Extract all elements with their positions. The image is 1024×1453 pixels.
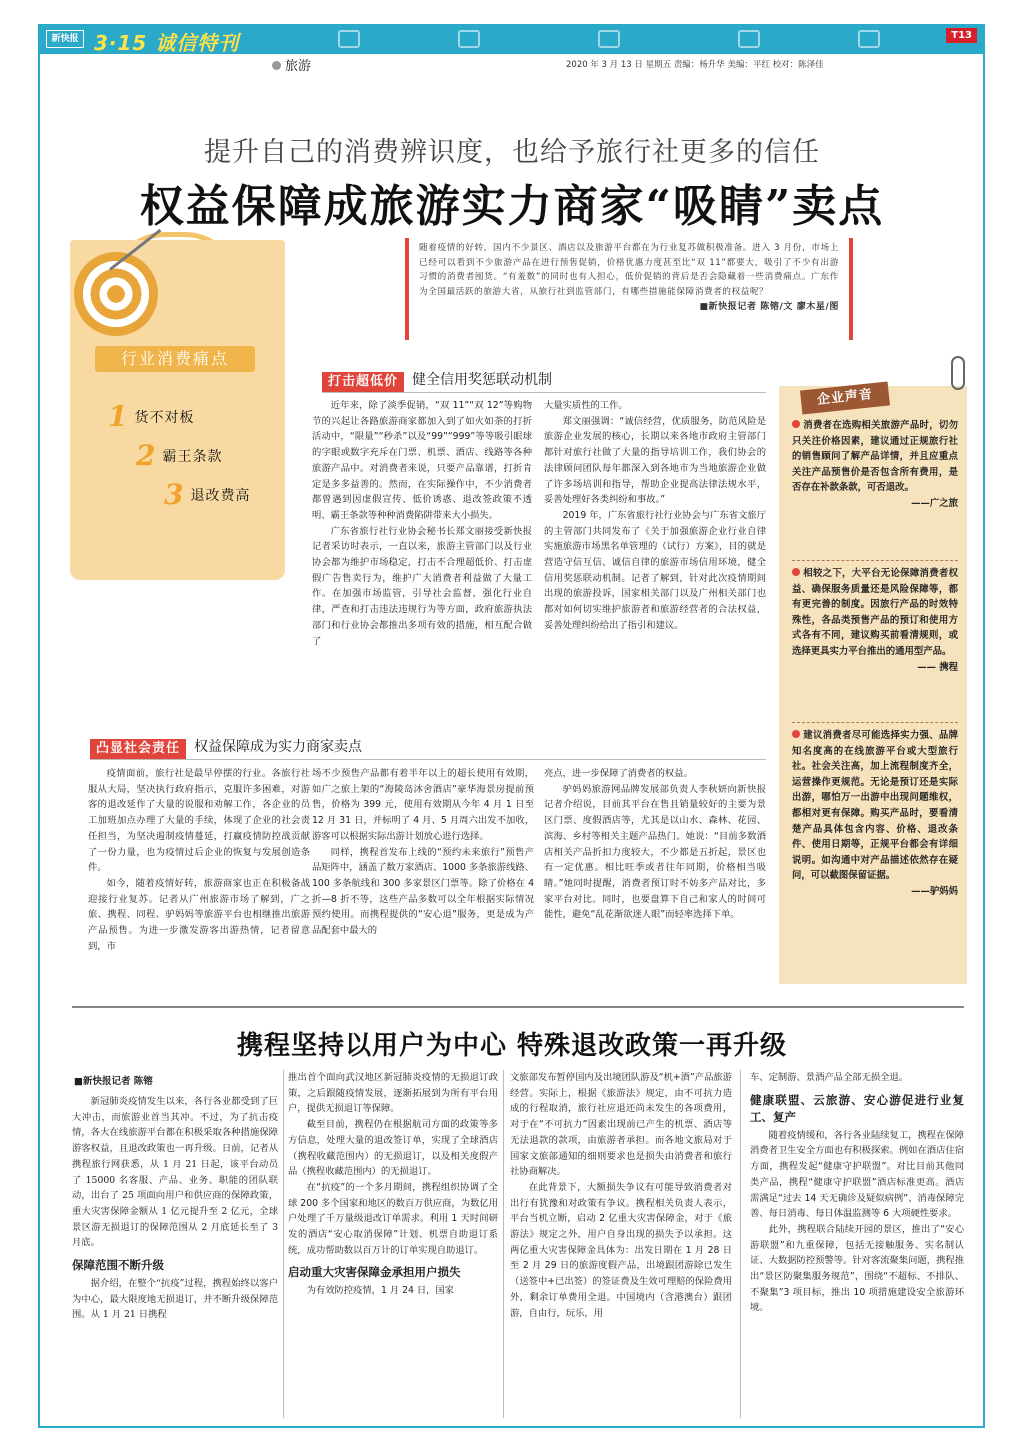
story2-column-4: 车、定制游、景酒产品全部无损全退。 健康联盟、云旅游、安心游促进行业复工、复产 随着疫情缓和，各行各业陆续复工，携程在保障消费者卫生安全方面也有积极探索。例如在酒店住宿方面，携程发起“健康守护联盟”。对比目前其他同类产品，携程“健康守护联盟”酒店标准更高。酒店需满足“过去 14 天无确诊及疑似病例”、消毒保障完善、每日消毒、每日体温监测等 6 大项硬性要求。 此外，携程联合陆续开园的景区，推出了“安心游联盟”和九重保障，包括无接触服务、实名制认证、大数据防控预警等。针对客流聚集问题，携程推出“景区防聚集服务规范”，围绕“不超标、不排队、不聚集”3 项目标，推出 10 项措施建设安全旅游环境。 — [750, 1072, 964, 1314]
frame-bottom-border — [38, 1426, 985, 1428]
pain-point-item: 1 货不对板 — [108, 400, 195, 433]
sidebar-item: 相较之下，大平台无论保障消费者权益、确保服务质量还是风险保障等，都有更完善的制度。因旅行产品的时效特殊性，各品类预售产品的预订和使用方式各有不同，建议购买前看清规则，或选择更具实力平台推出的通用型产品。 —— 携程 — [792, 566, 958, 675]
sidebar-label: 企业声音 — [800, 381, 890, 414]
shopping-bag-icon — [338, 30, 360, 48]
sidebar-item-source: —— 携程 — [917, 661, 958, 673]
basket-icon — [858, 30, 880, 48]
page-number-badge: T13 — [946, 28, 977, 43]
story2-column-3: 文旅部发布暂停国内及出境团队游及“机+酒”产品旅游经营。实际上，根据《旅游法》规定，由不可抗力造成的行程取消，旅行社应退还尚未发生的各项费用，对于在“不可抗力”因素出现前已产生的机票、酒店等无法退款的款项，由旅游者承担。而各地文旅局对于国家文旅部通知的细则要求也是损失由消费者和旅行社协商解决。 在此背景下，大额损失争议有可能导致消费者对出行有犹豫和对政策有争议。携程相关负责人表示，平台当机立断，启动 2 亿重大灾害保障金，对于《旅游法》规定之外，用户自身出现的损失予以承担。这两亿重大灾害保障金具体为：出发日期在 1 月 28 日至 2 月 29 日的旅游度假产品，出境跟团游除已发生（送签中+已出签）的签证费及生效可理赔的保险费用外，剩余订单费用全退。中国境内（含港澳台）跟团游，自由行，玩乐，用 — [510, 1072, 732, 1319]
section1-subtitle: 健全信用奖惩联动机制 — [412, 372, 553, 388]
section-tag — [272, 55, 311, 74]
frame-right-border — [983, 54, 985, 1428]
paperclip-icon — [951, 356, 965, 390]
section1-column-1: 近年来，除了淡季促销，“双 11”“双 12”等购物节的兴起让各路旅游商家都加入到了如火如荼的打折活动中，“限量”“秒杀”以及“99”“999”等等吸引眼球的字眼或数字充斥在门票、机票、酒店、线路等各种旅游产品中。对消费者来说，只要产品靠谱，打折肯定是多多益善的。然而，在实际操作中，不少消费者都曾遇到因虚假宣传、低价诱惑、退改签政策不透明、霸王条款等种种消费陷阱带来大小损失。 广东省旅行社行业协会秘书长郑文丽接受新快报记者采访时表示，一直以来，旅游主管部门以及行业协会都为维护市场稳定，打击不合理超低价、打击虚假广告售卖行为，维护广大消费者利益做了大量工作。在加强市场监管，引导社会监督，强化行业自律，严查和打击违法违规行为等方面，政府旅游执法部门和行业协会都推出多项有效的措施，相互配合做了 — [312, 400, 532, 647]
lead-text: 随着疫情的好转，国内不少景区、酒店以及旅游平台都在为行业复苏做积极准备。进入 3 月份，市场上已经可以看到不少旅游产品在进行预售促销，价格优惠力度甚至比“双 11”都要大，吸引了不少有出游习惯的消费者囤货。“有羞数”的同时也有人担心，低价促销的背后是否会隐藏着一些消费痛点。广东作为全国最活跃的旅游大省，从旅行社到监管部门，有哪些措施能保障消费者的权益呢？ — [419, 243, 839, 297]
story2-subhead-1: 保障范围不断升级 — [72, 1258, 164, 1273]
column-divider — [283, 1070, 284, 1418]
headline-main: 权益保障成旅游实力商家“吸睛”卖点 — [139, 181, 885, 232]
story2-headline: 携程坚持以用户为中心 特殊退改政策一再升级 — [236, 1031, 788, 1061]
column-divider — [503, 1070, 504, 1418]
section2-column-3: 亮点，进一步保障了消费者的权益。 驴妈妈旅游网品牌发展部负责人李秋妍向新快报记者介绍说，目前其平台在售且销量较好的主要为景区门票、度假酒店等，尤其是以山水、森林、花园、滨海、乡村等相关主题产品热门。她说：“目前多数酒店相关产品折扣力度较大，不少都是五折起，景区也有一定优惠。相比旺季或者往年同期，价格相当吸睛。”她同时提醒，消费者预订时不妨多产品对比，多家平台对比。同时，也要盘算下自己和家人的时间可能性，避免“乱花渐欲迷人眼”而轻率选择下单。 — [544, 768, 766, 921]
section2-header — [90, 737, 362, 757]
column-divider — [740, 1070, 741, 1418]
masthead-logo: 新快报 — [46, 30, 84, 48]
lead-box — [405, 238, 853, 340]
section2-column-2: 场不少预售产品都有着半年以上的超长使用有效期，如广之旅上架的“海陵岛沐舍酒店”豪华海景房提前预售，价格为 399 元，使用有效期从今年 4 月 1 日至 12 月 31 日，并标明了 4 月、5 月周六出发不加收，游客可以根据实际出游计划放心进行选择。 同样，携程首发布上线的“预约未来旅行”预售产品矩阵中，涵盖了数万家酒店、1000 多条旅游线路、100 多条航线和 300 多家景区门票等。除了价格在 4 折—8 折不等，这些产品多数可以全年根据实际情况预约使用。而携程提供的“安心退”服务，更是成为产品配套中最大的 — [312, 768, 534, 937]
story2-byline: ■新快报记者 陈镕 — [74, 1076, 153, 1087]
sidebar-item-source: ——驴妈妈 — [911, 885, 958, 897]
section1-label: 打击超低价 — [322, 372, 404, 392]
section-tag-label: 旅游 — [285, 59, 312, 74]
cart-icon — [458, 30, 480, 48]
sidebar-item: 消费者在选购相关旅游产品时，切勿只关注价格因素，建议通过正规旅行社的销售顾问了解产品详情，并且应重点关注产品预售价是否包含所有费用，是否存在补款条款，可否退改。 ——广之旅 — [792, 418, 958, 512]
story2-column-2: 推出首个面向武汉地区新冠肺炎疫情的无损退订政策，之后跟随疫情发展，逐渐拓展到为所有平台用户，提供无损退订等保障。 截至目前，携程仍在根据航司方面的政策等多方信息，处理大量的退改签订单，实现了全球酒店（携程收藏范围内）的无损退订，以及相关度假产品（携程收藏范围内）的无损退订。 在“抗疫”的一个多月期间，携程组织协调了全球 200 多个国家和地区的数百万供应商，为数亿用户处理了千万量级退改订单需求。利用 1 天时间研发的酒店“安心取消保障”计划、机票自助退订系统，成功帮助数以百万计的订单实现自助退订。 启动重大灾害保障金承担用户损失 为有效防控疫情，1 月 24 日，国家 — [288, 1072, 498, 1297]
section2-subtitle: 权益保障成为实力商家卖点 — [194, 739, 363, 755]
section-dot-icon — [272, 61, 281, 70]
pain-points-title: 行业消费痛点 — [95, 346, 255, 372]
story-divider-rule — [72, 1006, 964, 1008]
section1-header — [322, 370, 552, 390]
section1-column-2: 大量实质性的工作。 郑文丽强调：“诚信经营，优质服务，防范风险是旅游企业发展的核心，长期以来各地市政府主管部门都针对旅行社做了大量的指导培训工作，我们协会的法律顾问团队每年都深入到各地市为当地旅游企业做了许多场培训和指导，帮助企业提高法律法规水平，妥善处理好各类纠纷和事故。” 2019 年，广东省旅行社行业协会与广东省文旅厅的主管部门共同发布了《关于加强旅游企业行业自律实施旅游市场黑名单管理的（试行）方案》，目的就是营造守信互信、诚信自律的旅游市场信用环境，健全信用奖惩联动机制。记者了解到，针对此次疫情期间出现的旅游投诉，国家相关部门以及广州相关部门也都对如何切实维护旅游者和旅游经营者的合法权益，妥善处理纠纷给出了指引和建议。 — [544, 400, 766, 631]
gift-icon — [598, 30, 620, 48]
story2-subhead-3: 健康联盟、云旅游、安心游促进行业复工、复产 — [750, 1092, 964, 1124]
story2-subhead-2: 启动重大灾害保障金承担用户损失 — [288, 1265, 461, 1280]
sidebar-divider — [792, 722, 958, 723]
bullet-icon — [792, 568, 800, 576]
section1-rule — [322, 392, 766, 393]
dateline: 2020 年 3 月 13 日 星期五 责编：杨升华 美编：平红 校对：陈泽佳 — [566, 60, 824, 70]
masthead-title: 3·15 诚信特刊 — [94, 31, 240, 55]
section2-column-1: 疫情面前，旅行社是最早停摆的行业。各旅行社服从大局，坚决执行政府指示，克服许多困难，对游客的退改延作了大量的说服和劝解工作，各企业的员工加班加点办理了大量的手续，体现了企业的社会责任担当，为坚决遏制疫情蔓延，打赢疫情防控战贡献了一份力量，也为疫情过后企业的恢复与发展创造条件。 如今，随着疫情好转，旅游商家也正在积极备战迎接行业复苏。记者从广州旅游市场了解到，广之旅、携程、同程、驴妈妈等旅游平台也相继推出旅游产品预售。为进一步激发游客出游热情，记者留意到，市 — [88, 768, 310, 952]
lead-byline: ■新快报记者 陈镕/文 廖木星/图 — [699, 302, 839, 313]
pain-point-item: 3 退改费高 — [164, 478, 251, 511]
section2-rule — [90, 759, 766, 760]
bullet-icon — [792, 730, 800, 738]
headline-kicker: 提升自己的消费辨识度，也给予旅行社更多的信任 — [204, 137, 820, 168]
masthead-bar — [38, 24, 985, 54]
frame-left-border — [38, 54, 40, 1428]
sidebar-divider — [792, 560, 958, 561]
pain-point-item: 2 霸王条款 — [136, 439, 223, 472]
bullet-icon — [792, 420, 800, 428]
story2-column-1: 新冠肺炎疫情发生以来，各行各业都受到了巨大冲击，而旅游业首当其冲。不过，为了抗击疫情，各大在线旅游平台都在积极采取各种措施保障游客权益，且退改政策也一再升级。日前，记者从携程旅行网获悉，从 1 月 21 日起，该平台动员了 15000 名客服、产品、业务、职能的团队联动，出台了 25 项面向用户和供应商的保障政策，重大灾害保障金额从 1 亿元提升至 2 亿元，全球景区游无损退订的保障范围从 2 月底延长至了 3 月底。 保障范围不断升级 据介绍，在整个“抗疫”过程，携程始终以客户为中心，最大限度地无损退订，并不断升级保障范围。从 1 月 21 日携程 — [72, 1096, 278, 1321]
sidebar-item-source: ——广之旅 — [911, 497, 958, 509]
sidebar-item: 建议消费者尽可能选择实力强、品牌知名度高的在线旅游平台或大型旅行社。社会关注高，加上流程制度齐全，运营操作更规范。无论是预订还是实际出游，哪怕万一出游中出现问题维权，都相对更有保障。购买产品时，要看清楚产品具体包含内容、价格、退改条件、使用日期等，正规平台都会有详细说明。如沟通中对产品描述依然存在疑问，可以截图保留证据。 ——驴妈妈 — [792, 728, 958, 900]
section2-label: 凸显社会责任 — [90, 739, 186, 759]
shopping-bag-icon — [738, 30, 760, 48]
